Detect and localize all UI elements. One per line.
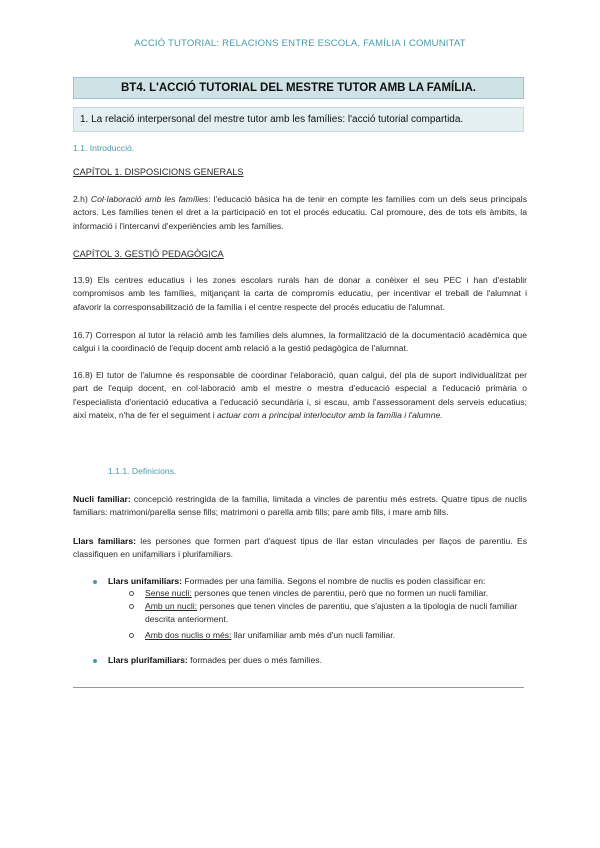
s3-term: Amb dos nuclis o més: — [145, 630, 232, 640]
p2h-prefix: 2.h) — [73, 194, 91, 204]
p2h-text: : l'educació bàsica ha de tenir en compte les famílies com un dels seus principals actors. Les famílies tenen el dret a la participació en tot el procés educatiu. Cal promoure, des de tots els àmbits, la informació i l'intercanvi d'experiències amb les famílies. — [73, 194, 528, 231]
list-subitem-amb-dos-nuclis — [145, 629, 530, 642]
p2h-italic: Col·laboració amb les famílies — [90, 194, 209, 204]
s3-text: llar unifamiliar amb més d'un nucli familiar. — [231, 630, 396, 640]
subsection-introduccio: 1.1. Introducció. — [73, 143, 135, 153]
section-title: 1. La relació interpersonal del mestre tutor amb les famílies: l'acció tutorial compartida. — [73, 107, 524, 132]
list-subitem-amb-un-nucli — [145, 600, 530, 627]
paragraph-2h — [73, 193, 527, 233]
footer-divider — [73, 687, 524, 688]
def-nucli-familiar — [73, 493, 527, 520]
list-subitem-sense-nucli — [145, 587, 530, 600]
p168-text: 16.8) El tutor de l'alumne és responsable de coordinar l'elaboració, quan calgui, del pla de suport individualitzat per part de l'equip docent, en col·laboració amb el mestre o mestra d'educació especial a l'educació primària o l'especialista d'orientació educativa a l'educació secundària i, si escau, amb l'assessorament dels serveis educatius; així mateix, n'ha de fer el seguiment i — [73, 370, 527, 421]
nucli-text: concepció restringida de la família, limitada a vincles de parentiu més estrets. Quatre tipus de nuclis familiars: matrimoni/parella sense fills; matrimoni o parella amb fills; pare amb fills, i mare amb fills. — [73, 494, 527, 518]
s2-term: Amb un nucli: — [145, 601, 198, 611]
uni-text: Formades per una família. Segons el nombre de nuclis es poden classificar en: — [182, 576, 486, 586]
sub-bullet-circle — [129, 633, 134, 638]
llars-term: Llars familiars: — [73, 536, 137, 546]
sub-bullet-circle — [129, 604, 134, 609]
paragraph-16-7: 16.7) Correspon al tutor la relació amb les famílies dels alumnes, la formalització de la documentació acadèmica que calgui i la coordinació de l'equip docent amb relació a la gestió pedagògica de l'alumnat. — [73, 330, 527, 354]
def-llars-familiars — [73, 535, 527, 562]
capitol-3-heading: CAPÍTOL 3. GESTIÓ PEDAGÒGICA — [73, 249, 224, 259]
paragraph-16-8 — [73, 369, 527, 423]
uni-term: Llars unifamiliars: — [108, 576, 183, 586]
subsection-definicions: 1.1.1. Definicions. — [108, 466, 177, 476]
page-header: ACCIÓ TUTORIAL: RELACIONS ENTRE ESCOLA, FAMÍLIA I COMUNITAT — [134, 38, 466, 49]
llars-text: les persones que formen part d'aquest tipus de llar estan vinculades per llaços de parentiu. Es classifiquen en unifamiliars i plurifamiliars. — [73, 536, 527, 560]
s1-term: Sense nucli: — [145, 588, 192, 598]
bullet-dot — [93, 580, 97, 584]
pluri-term: Llars plurifamiliars: — [108, 655, 188, 665]
chapter-title: BT4. L'ACCIÓ TUTORIAL DEL MESTRE TUTOR AMB LA FAMÍLIA. — [73, 77, 524, 99]
paragraph-13-9: 13.9) Els centres educatius i les zones escolars rurals han de donar a conèixer el seu PEC i han d'establir compromisos amb les famílies, mitjançant la carta de compromís educatiu, per incentivar el treball de l'alumnat i afavorir la corresponsabilització de la família i el centre respecte del procés educatiu de l'alumnat. — [73, 275, 527, 312]
capitol-1-heading: CAPÍTOL 1. DISPOSICIONS GENERALS — [73, 167, 244, 177]
nucli-term: Nucli familiar: — [73, 494, 131, 504]
bullet-dot — [93, 659, 97, 663]
p168-italic: actuar com a principal interlocutor amb la família i l'alumne. — [217, 410, 443, 421]
list-item-plurifamiliars — [108, 654, 528, 667]
pluri-text: formades per dues o més famílies. — [187, 655, 322, 665]
s2-text: persones que tenen vincles de parentiu, que s'ajusten a la tipologia de nucli familiar descrita anteriorment. — [145, 601, 518, 625]
sub-bullet-circle — [129, 591, 134, 596]
s1-text: persones que tenen vincles de parentiu, però que no formen un nucli familiar. — [191, 588, 489, 598]
